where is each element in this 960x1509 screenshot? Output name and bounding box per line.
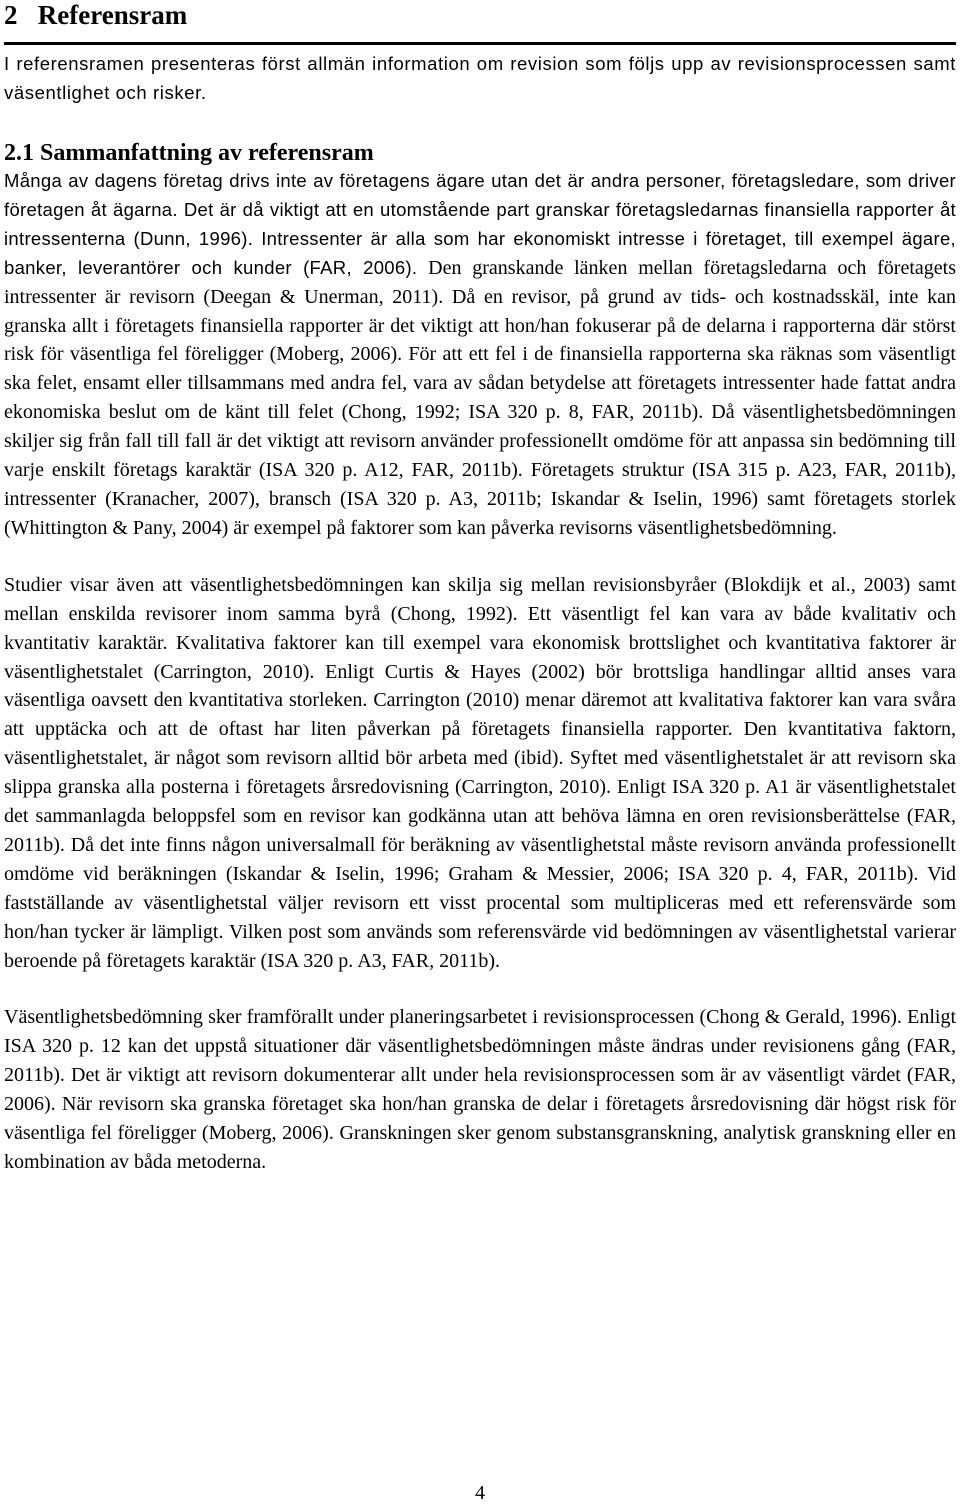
heading-rule	[4, 42, 956, 45]
section-heading	[4, 139, 956, 167]
paragraph-1	[4, 167, 956, 543]
paragraph-1-rest: Den granskande länken mellan företagsledarna och företagets intressenter är revisorn (Deegan & Unerman, 2011). Då en revisor, på grund av tids- och kostnadsskäl, inte kan granska allt i företagets finansiella rapporter är det viktigt att hon/han fokuserar på de delarna i rapporterna där störst risk för väsentliga fel föreligger (Moberg, 2006). För att ett fel i de finansiella rapporterna ska räknas som väsentligt ska felet, ensamt eller tillsammans med andra fel, vara av sådan betydelse att företagets intressenter hade fattat andra ekonomiska beslut om de känt till felet (Chong, 1992; ISA 320 p. 8, FAR, 2011b). Då väsentlighetsbedömningen skiljer sig från fall till fall är det viktigt att revisorn använder professionellt omdöme för att anpassa sin bedömning till varje enskilt företags karaktär (ISA 320 p. A12, FAR, 2011b). Företagets struktur (ISA 315 p. A23, FAR, 2011b), intressenter (Kranacher, 2007), bransch (ISA 320 p. A3, 2011b; Iskandar & Iselin, 1996) samt företagets storlek (Whittington & Pany, 2004) är exempel på faktorer som kan påverka revisorns väsentlighetsbedömning.	[4, 256, 956, 539]
section-title: Sammanfattning av referensram	[40, 140, 374, 166]
section-number: 2.1	[4, 140, 34, 166]
chapter-heading	[4, 0, 956, 30]
page-number: 4	[475, 1482, 485, 1504]
paragraph-2: Studier visar även att väsentlighetsbedömningen kan skilja sig mellan revisionsbyråer (Blokdijk et al., 2003) samt mellan enskilda revisorer inom samma byrå (Chong, 1992). Ett väsentligt fel kan vara av både kvalitativ och kvantitativ karaktär. Kvalitativa faktorer kan till exempel vara ekonomisk brottslighet och kvantitativa faktorer är väsentlighetstalet (Carrington, 2010). Enligt Curtis & Hayes (2002) bör brottsliga handlingar alltid anses vara väsentliga oavsett den kvantitativa storleken. Carrington (2010) menar däremot att kvalitativa faktorer kan vara svåra att upptäcka och att de oftast har liten påverkan på företagets finansiella rapporter. Den kvantitativa faktorn, väsentlighetstalet, är något som revisorn alltid bör arbeta med (ibid). Syftet med väsentlighetstalet är att revisorn ska slippa granska alla posterna i företagets årsredovisning (Carrington, 2010). Enligt ISA 320 p. A1 är väsentlighetstalet det sammanlagda beloppsfel som en revisor kan godkänna utan att behöva lämna en oren revisionsberättelse (FAR, 2011b). Då det inte finns någon universalmall för beräkning av väsentlighetstal måste revisorn använda professionellt omdöme vid beräkningen (Iskandar & Iselin, 1996; Graham & Messier, 2006; ISA 320 p. 4, FAR, 2011b). Vid fastställande av väsentlighetstal väljer revisorn ett visst procental som multipliceras med ett referensvärde som hon/han tycker är lämpligt. Vilken post som används som referensvärde vid bedömningen av väsentlighetstal varierar beroende på företagets karaktär (ISA 320 p. A3, FAR, 2011b).	[4, 573, 956, 972]
document-page	[4, 0, 956, 1177]
chapter-title: Referensram	[37, 0, 188, 30]
chapter-number: 2	[4, 0, 18, 30]
intro-paragraph: I referensramen presenteras först allmän information om revision som följs upp av revisionsprocessen samt väsentlighet och risker.	[4, 53, 956, 103]
paragraph-3: Väsentlighetsbedömning sker framförallt under planeringsarbetet i revisionsprocessen (Chong & Gerald, 1996). Enligt ISA 320 p. 12 kan det uppstå situationer där väsentlighetsbedömningen måste ändras under revisionens gång (FAR, 2011b). Det är viktigt att revisorn dokumenterar allt under hela revisionsprocessen som är av väsentligt värdet (FAR, 2006). När revisorn ska granska företaget ska hon/han granska de delar i företagets årsredovisning där högst risk för väsentliga fel föreligger (Moberg, 2006). Granskningen sker genom substansgranskning, analytisk granskning eller en kombination av båda metoderna.	[4, 1006, 956, 1173]
paragraph-1-lead: Många av dagens företag drivs inte av företagens ägare utan det är andra personer, företagsledare, som driver företagen åt ägarna. Det är då viktigt att en utomstående part granskar företagsledarnas finansiella rapporter åt intressenterna (Dunn, 1996). Intressenter är alla som har ekonomiskt intresse i företaget, till exempel ägare, banker, leverantörer och kunder (FAR, 2006).	[4, 170, 956, 278]
